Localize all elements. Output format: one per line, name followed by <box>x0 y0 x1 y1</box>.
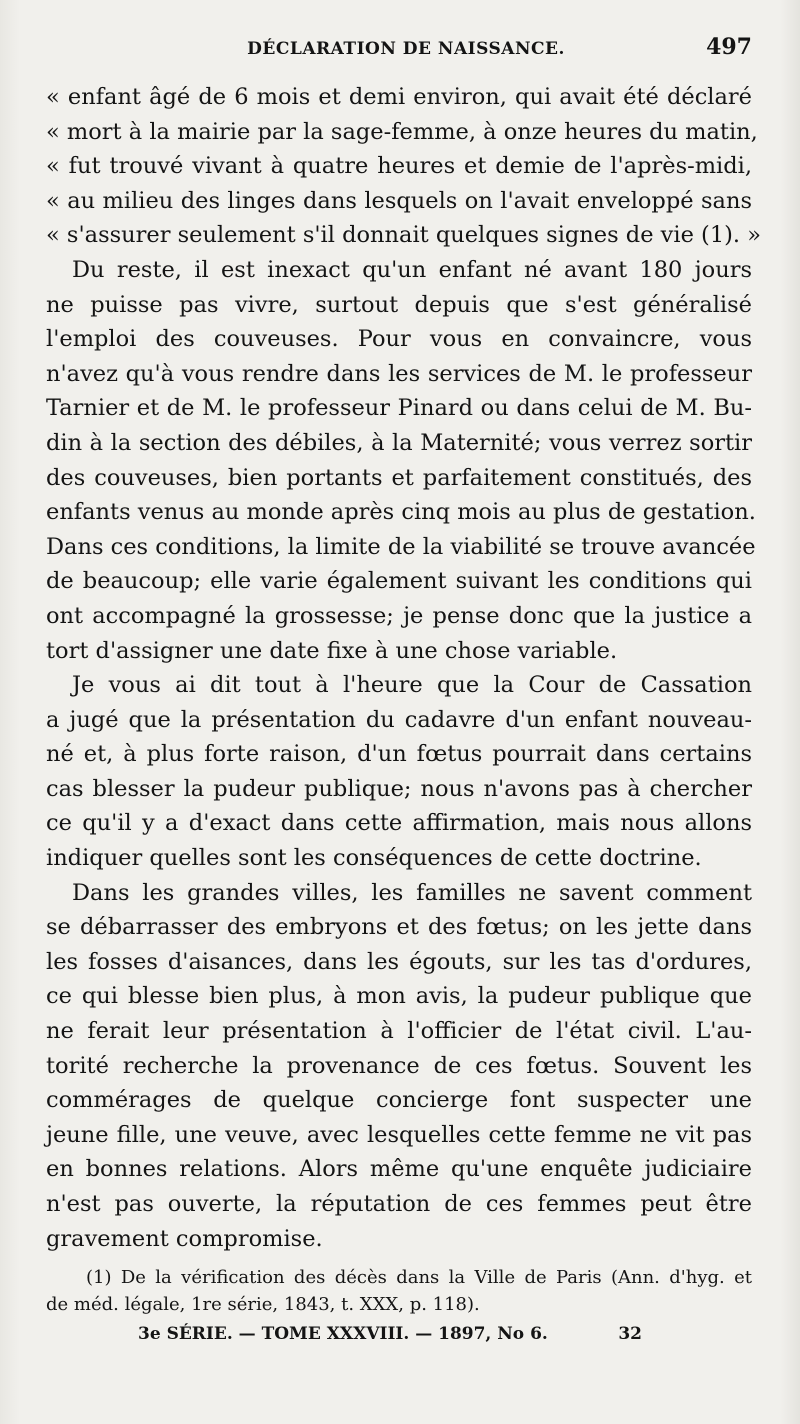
text-line: Du reste, il est inexact qu'un enfant né avant 180 jours <box>72 256 752 283</box>
text-line: de beaucoup; elle varie également suivant les conditions qui <box>46 568 752 595</box>
text-line: « fut trouvé vivant à quatre heures et demie de l'après-midi, <box>46 153 752 180</box>
text-line: n'avez qu'à vous rendre dans les services de M. le professeur <box>46 360 752 387</box>
page-footer <box>46 1324 752 1344</box>
text-line: Tarnier et de M. le professeur Pinard ou dans celui de M. Bu- <box>46 395 752 422</box>
text-line: enfants venus au monde après cinq mois au plus de gestation. <box>46 499 756 526</box>
text-line: ne puisse pas vivre, surtout depuis que s'est généralisé <box>46 291 752 318</box>
page-header <box>46 34 752 74</box>
text-line: din à la section des débiles, à la Maternité; vous verrez sortir <box>46 429 752 456</box>
text-line: des couveuses, bien portants et parfaitement constitués, des <box>46 464 752 491</box>
text-line: cas blesser la pudeur publique; nous n'avons pas à chercher <box>46 775 752 802</box>
text-line: tort d'assigner une date fixe à une chose variable. <box>46 637 618 664</box>
page-number: 497 <box>706 34 752 60</box>
text-line: a jugé que la présentation du cadavre d'un enfant nouveau- <box>46 706 752 733</box>
series-info: 3e SÉRIE. — TOME XXXVIII. — 1897, No 6. <box>138 1324 548 1345</box>
text-line: en bonnes relations. Alors même qu'une enquête judiciaire <box>46 1156 752 1183</box>
body-text <box>46 80 761 1256</box>
text-line: jeune fille, une veuve, avec lesquelles cette femme ne vit pas <box>46 1121 752 1148</box>
running-title: DÉCLARATION DE NAISSANCE. <box>247 39 565 59</box>
text-line: Je vous ai dit tout à l'heure que la Cour de Cassation <box>72 672 752 699</box>
text-line: « mort à la mairie par la sage-femme, à onze heures du matin, <box>46 118 758 145</box>
footnote-line: (1) De la vérification des décès dans la Ville de Paris (Ann. d'hyg. et <box>86 1267 752 1289</box>
text-line: ont accompagné la grossesse; je pense donc que la justice a <box>46 602 752 629</box>
signature-mark: 32 <box>618 1324 642 1345</box>
text-line: gravement compromise. <box>46 1225 323 1252</box>
text-line: Dans les grandes villes, les familles ne savent comment <box>72 879 752 906</box>
text-line: « s'assurer seulement s'il donnait quelques signes de vie (1). » <box>46 222 761 249</box>
text-line: ce qu'il y a d'exact dans cette affirmation, mais nous allons <box>46 810 752 837</box>
text-line: l'emploi des couveuses. Pour vous en convaincre, vous <box>46 326 752 353</box>
text-line: « enfant âgé de 6 mois et demi environ, qui avait été déclaré <box>46 84 752 110</box>
footnotes <box>46 1264 752 1318</box>
text-line: se débarrasser des embryons et des fœtus; on les jette dans <box>46 914 752 941</box>
text-line: né et, à plus forte raison, d'un fœtus pourrait dans certains <box>46 741 752 768</box>
text-line: les fosses d'aisances, dans les égouts, sur les tas d'ordures, <box>46 948 752 975</box>
text-line: ce qui blesse bien plus, à mon avis, la pudeur publique que <box>46 983 752 1010</box>
text-line: n'est pas ouverte, la réputation de ces femmes peut être <box>46 1191 752 1217</box>
text-line: commérages de quelque concierge font suspecter une <box>46 1087 752 1114</box>
text-line: ne ferait leur présentation à l'officier de l'état civil. L'au- <box>46 1018 752 1045</box>
text-line: torité recherche la provenance de ces fœtus. Souvent les <box>46 1052 752 1079</box>
footnote-line: de méd. légale, 1re série, 1843, t. XXX, p. 118). <box>46 1294 480 1316</box>
text-line: indiquer quelles sont les conséquences de cette doctrine. <box>46 845 702 872</box>
text-line: « au milieu des linges dans lesquels on l'avait enveloppé sans <box>46 187 752 214</box>
text-line: Dans ces conditions, la limite de la viabilité se trouve avancée <box>46 533 756 560</box>
